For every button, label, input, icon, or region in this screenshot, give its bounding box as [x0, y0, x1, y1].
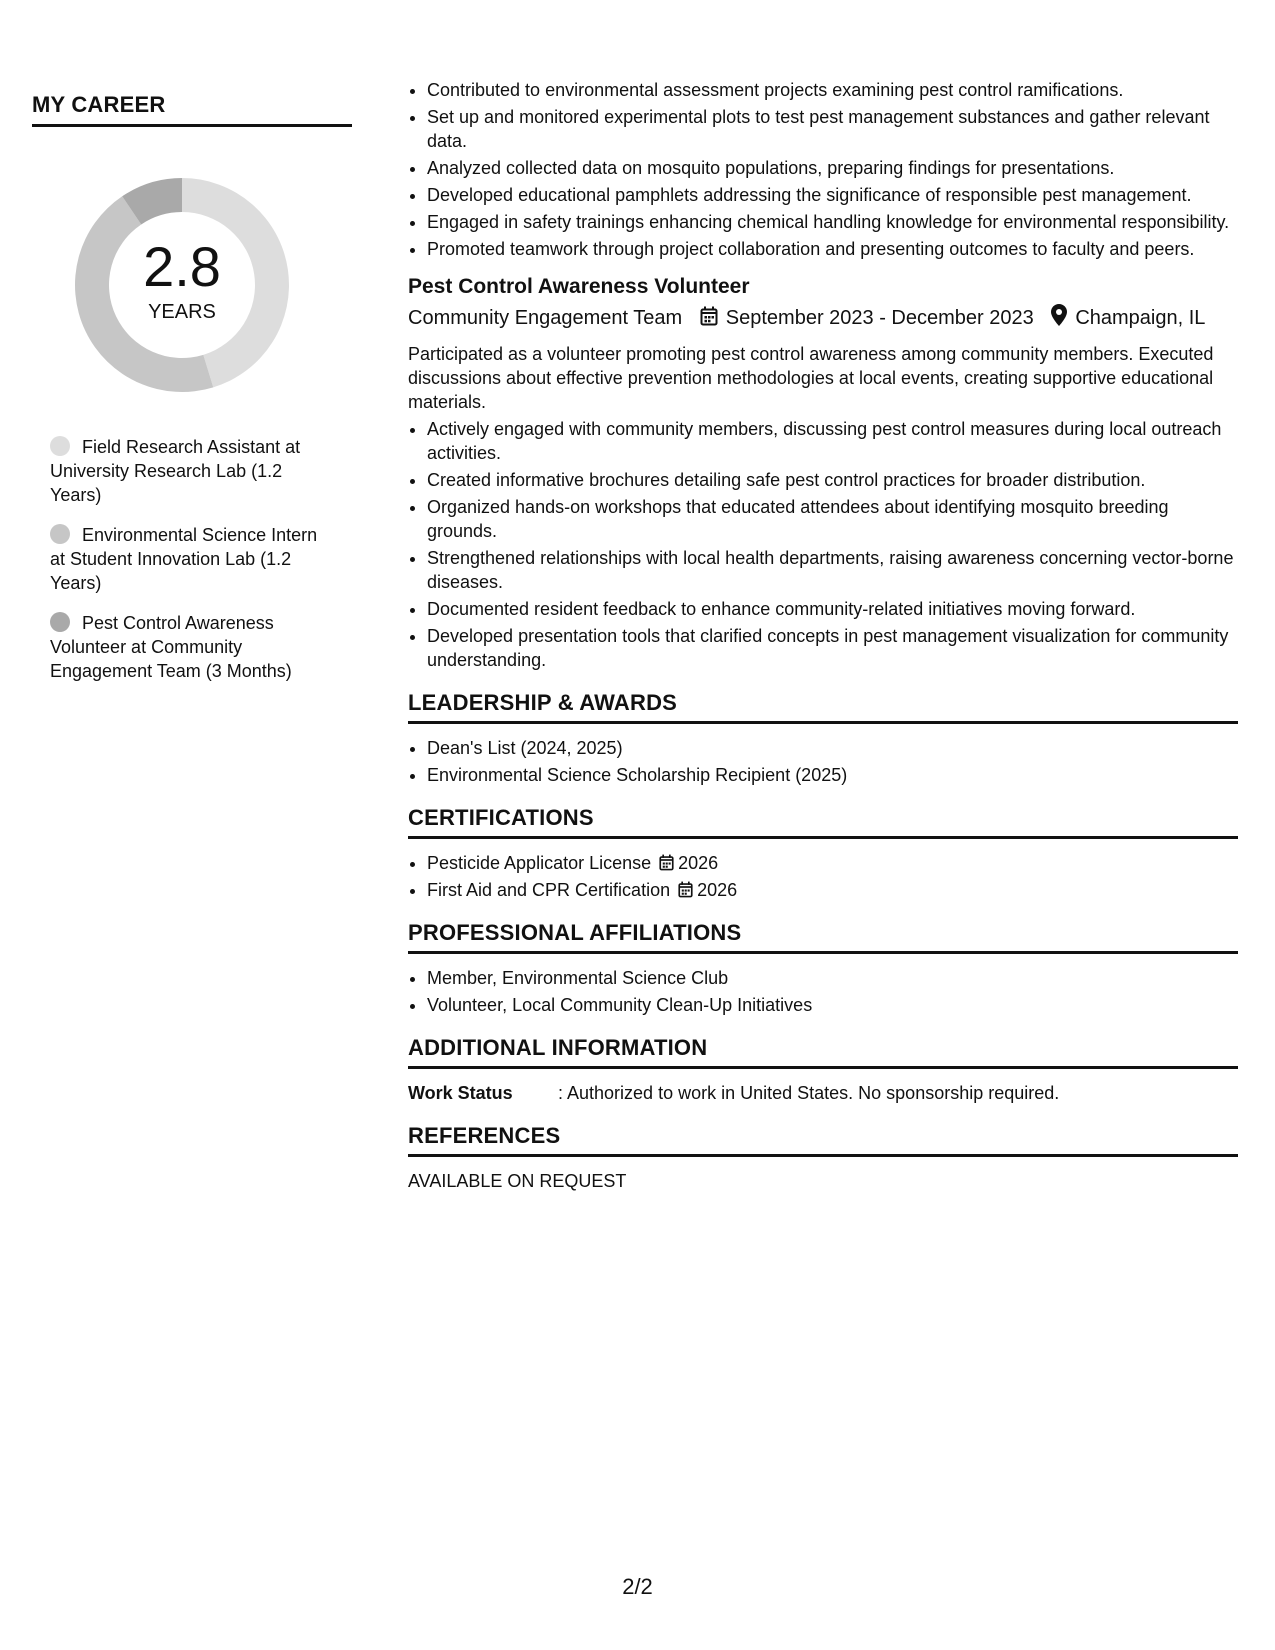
list-item — [427, 878, 1238, 902]
career-donut-chart — [62, 165, 302, 405]
career-total-years: 2.8 — [143, 235, 221, 298]
legend-item — [50, 611, 330, 683]
calendar-icon — [678, 881, 693, 898]
career-years-unit: YEARS — [148, 301, 216, 323]
job-location: Champaign, IL — [1075, 307, 1206, 329]
job-meta — [408, 304, 1238, 334]
affiliations-list — [408, 966, 1238, 1017]
list-item: • Created informative brochures detailing safe pest control practices for broader distribution. — [427, 468, 1238, 492]
job-title: Pest Control Awareness Volunteer — [408, 275, 750, 298]
leadership-list — [408, 736, 1238, 787]
list-item: • Set up and monitored experimental plots to test pest management substances and gather relevant data. — [427, 105, 1238, 153]
cert-name: First Aid and CPR Certification — [427, 880, 671, 900]
section-heading-leadership: LEADERSHIP & AWARDS — [408, 690, 1238, 724]
section-heading-references: REFERENCES — [408, 1123, 1238, 1157]
map-pin-icon — [1051, 304, 1067, 334]
work-status-value: : Authorized to work in United States. No sponsorship required. — [558, 1083, 1060, 1103]
list-item: • Contributed to environmental assessment projects examining pest control ramifications. — [427, 78, 1238, 102]
legend-item — [50, 523, 330, 595]
career-legend — [50, 435, 330, 683]
main-content — [408, 78, 1238, 1193]
certifications-list — [408, 851, 1238, 902]
list-item: • Dean's List (2024, 2025) — [427, 736, 1238, 760]
list-item: • Volunteer, Local Community Clean-Up Initiatives — [427, 993, 1238, 1017]
career-sidebar — [32, 92, 352, 699]
calendar-icon — [700, 306, 718, 334]
references-text: AVAILABLE ON REQUEST — [408, 1171, 627, 1191]
section-heading-affiliations: PROFESSIONAL AFFILIATIONS — [408, 920, 1238, 954]
cert-name: Pesticide Applicator License — [427, 853, 652, 873]
career-heading: MY CAREER — [32, 92, 352, 127]
list-item: • Organized hands-on workshops that educated attendees about identifying mosquito breeding grounds. — [427, 495, 1238, 543]
list-item: • Strengthened relationships with local health departments, raising awareness concerning vector-borne diseases. — [427, 546, 1238, 594]
legend-item — [50, 435, 330, 507]
cert-year: 2026 — [697, 880, 738, 900]
list-item: • Actively engaged with community members, discussing pest control measures during local outreach activities. — [427, 417, 1238, 465]
legend-label: Pest Control Awareness Volunteer at Community Engagement Team (3 Months) — [50, 613, 292, 681]
list-item: • Developed presentation tools that clarified concepts in pest management visualization for community understanding. — [427, 624, 1238, 672]
previous-job-bullets — [408, 78, 1238, 261]
list-item: • Engaged in safety trainings enhancing chemical handling knowledge for environmental responsibility. — [427, 210, 1238, 234]
job-dates: September 2023 - December 2023 — [725, 307, 1034, 329]
list-item — [427, 851, 1238, 875]
job-bullets — [408, 417, 1238, 672]
legend-label: Field Research Assistant at University Research Lab (1.2 Years) — [50, 437, 301, 505]
legend-dot — [50, 436, 70, 456]
section-heading-certifications: CERTIFICATIONS — [408, 805, 1238, 839]
legend-dot — [50, 612, 70, 632]
list-item: • Documented resident feedback to enhance community-related initiatives moving forward. — [427, 597, 1238, 621]
page-number: 2/2 — [622, 1574, 653, 1599]
list-item: • Member, Environmental Science Club — [427, 966, 1238, 990]
work-status-row — [408, 1081, 1238, 1105]
legend-dot — [50, 524, 70, 544]
job-description: Participated as a volunteer promoting pest control awareness among community members. Executed discussions about effective prevention methodologies at local events, creating supportive educational materials. — [408, 344, 1214, 412]
list-item: • Promoted teamwork through project collaboration and presenting outcomes to faculty and peers. — [427, 237, 1238, 261]
job-organization: Community Engagement Team — [408, 307, 683, 329]
list-item: • Environmental Science Scholarship Recipient (2025) — [427, 763, 1238, 787]
list-item: • Analyzed collected data on mosquito populations, preparing findings for presentations. — [427, 156, 1238, 180]
list-item: • Developed educational pamphlets addressing the significance of responsible pest management. — [427, 183, 1238, 207]
cert-year: 2026 — [678, 853, 719, 873]
legend-label: Environmental Science Intern at Student Innovation Lab (1.2 Years) — [50, 525, 318, 593]
section-heading-additional: ADDITIONAL INFORMATION — [408, 1035, 1238, 1069]
calendar-icon — [659, 854, 674, 871]
work-status-label: Work Status — [408, 1083, 513, 1103]
